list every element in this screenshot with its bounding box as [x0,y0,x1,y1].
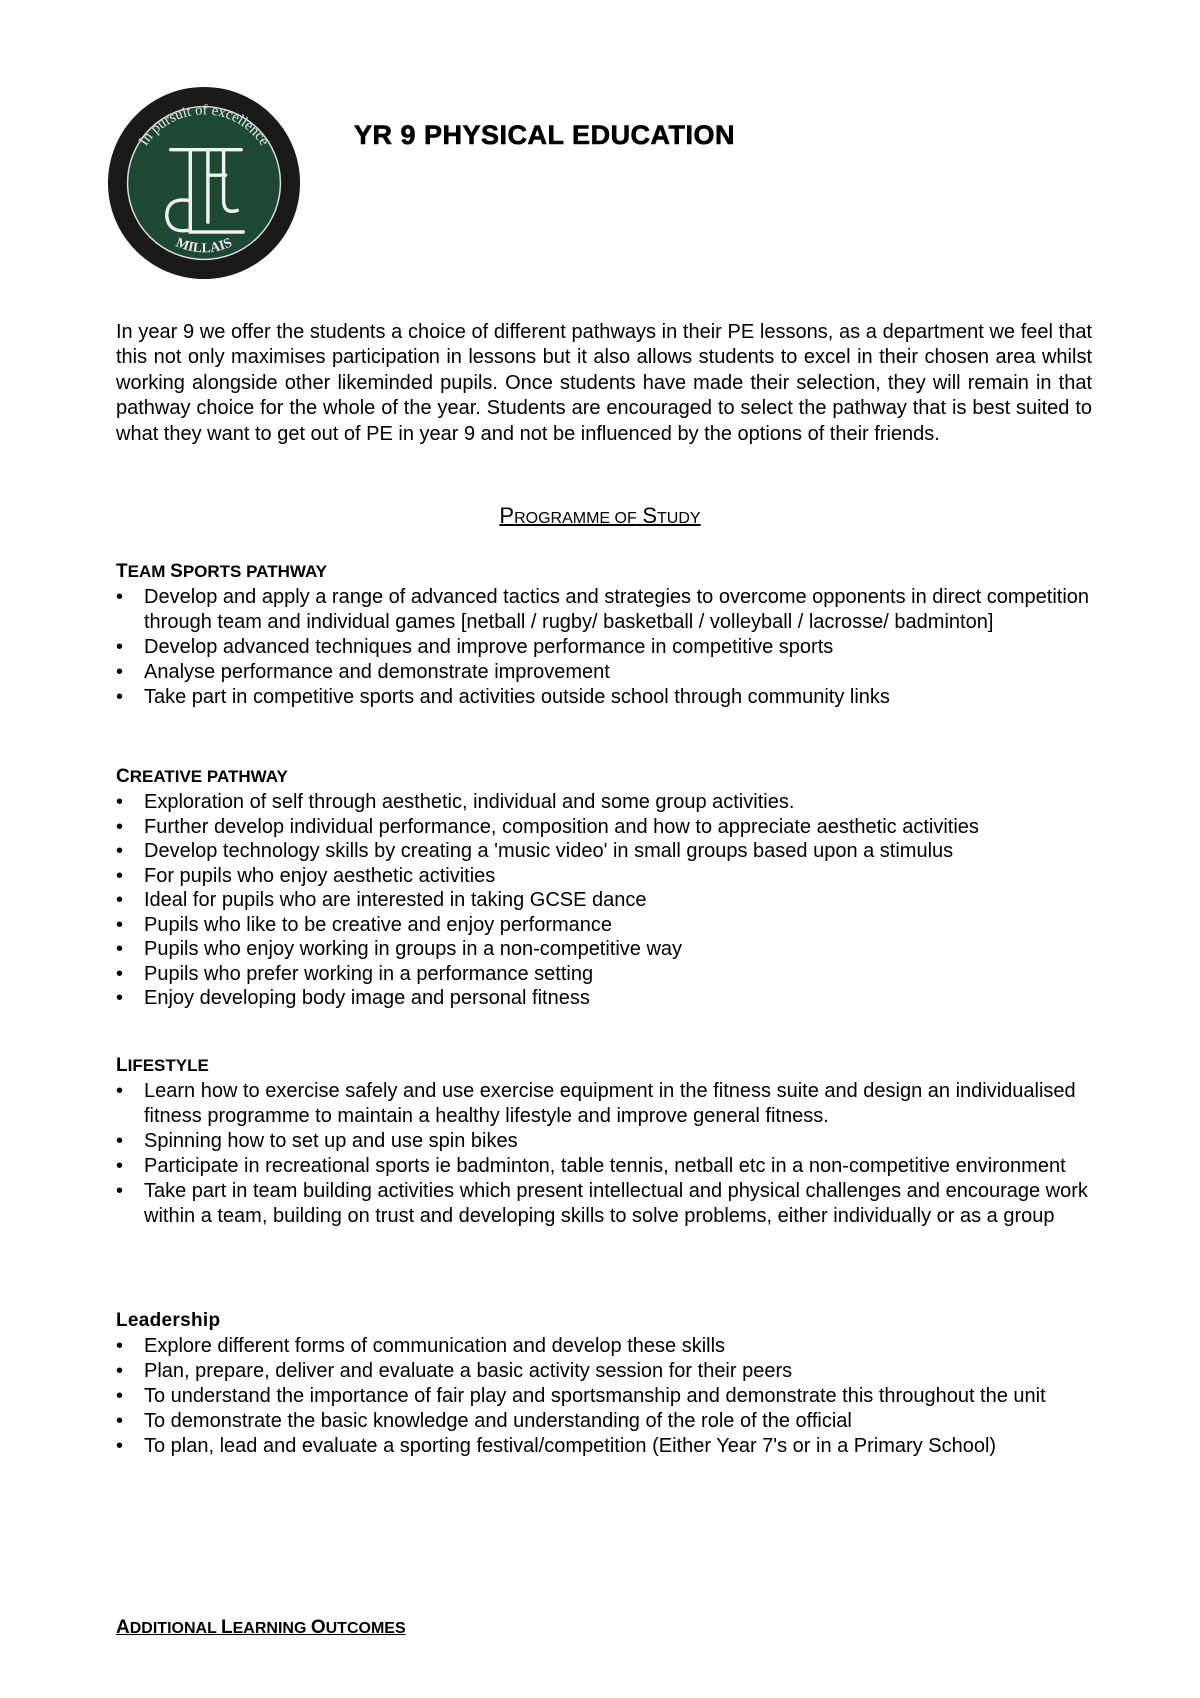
list-item: • Take part in team building activities which present intellectual and physical challenges and encourage work within a team, building on trust and developing skills to solve problems, either individually or as a group [116,1179,1096,1229]
list-item: • Ideal for pupils who are interested in taking GCSE dance [116,888,1096,913]
lifestyle-list [116,1079,1096,1229]
list-item: • To demonstrate the basic knowledge and understanding of the role of the official [116,1409,1096,1434]
list-item: • Pupils who like to be creative and enjoy performance [116,913,1096,938]
creative-section [116,766,1096,1011]
list-item: • For pupils who enjoy aesthetic activities [116,864,1096,889]
list-item: • Further develop individual performance, composition and how to appreciate aesthetic activities [116,815,1096,840]
creative-list [116,790,1096,1011]
logo-motto-text: In pursuit of excellence [135,102,273,149]
list-item: • To understand the importance of fair play and sportsmanship and demonstrate this throughout the unit [116,1384,1096,1409]
list-item: • Pupils who prefer working in a performance setting [116,962,1096,987]
programme-of-study-heading: PROGRAMME OF STUDY [499,503,701,528]
list-item: • Enjoy developing body image and personal fitness [116,986,1096,1011]
list-item: • Analyse performance and demonstrate improvement [116,660,1096,685]
list-item: • Explore different forms of communication and develop these skills [116,1334,1096,1359]
leadership-heading: Leadership [116,1310,221,1331]
list-item: • Develop advanced techniques and improve performance in competitive sports [116,635,1096,660]
team-sports-section [116,561,1096,710]
intro-paragraph: In year 9 we offer the students a choice of different pathways in their PE lessons, as a department we feel that this not only maximises participation in lessons but it also allows students to excel in their chosen area whilst working alongside other likeminded pupils. Once students have made their selection, they will remain in that pathway choice for the whole of the year. Students are encouraged to select the pathway that is best suited to what they want to get out of PE in year 9 and not be influenced by the options of their friends. [116,321,1092,445]
list-item: • Plan, prepare, deliver and evaluate a basic activity session for their peers [116,1359,1096,1384]
team-sports-heading: TEAM SPORTS PATHWAY [116,561,328,582]
document-title: YR 9 PHYSICAL EDUCATION [354,120,736,150]
list-item: • Develop and apply a range of advanced tactics and strategies to overcome opponents in direct competition through team and individual games [netball / rugby/ basketball / volleyball / lacrosse/ badminton] [116,585,1096,635]
list-item: • Participate in recreational sports ie badminton, table tennis, netball etc in a non-competitive environment [116,1154,1096,1179]
list-item: • Learn how to exercise safely and use exercise equipment in the fitness suite and design an individualised fitness programme to maintain a healthy lifestyle and improve general fitness. [116,1079,1096,1129]
team-sports-list [116,585,1096,710]
list-item: • Spinning how to set up and use spin bikes [116,1129,1096,1154]
list-item: • Develop technology skills by creating a 'music video' in small groups based upon a stimulus [116,839,1096,864]
millais-school-logo [106,85,302,281]
list-item: • Exploration of self through aesthetic, individual and some group activities. [116,790,1096,815]
additional-learning-outcomes-heading: ADDITIONAL LEARNING OUTCOMES [116,1617,406,1638]
leadership-list [116,1334,1096,1459]
logo-name-text: MILLAIS [174,234,235,256]
creative-heading: CREATIVE PATHWAY [116,766,288,787]
leadership-section [116,1310,1096,1459]
list-item: • Take part in competitive sports and activities outside school through community links [116,685,1096,710]
list-item: • Pupils who enjoy working in groups in a non-competitive way [116,937,1096,962]
lifestyle-heading: LIFESTYLE [116,1055,209,1076]
lifestyle-section [116,1055,1096,1229]
list-item: • To plan, lead and evaluate a sporting festival/competition (Either Year 7's or in a Primary School) [116,1434,1096,1459]
